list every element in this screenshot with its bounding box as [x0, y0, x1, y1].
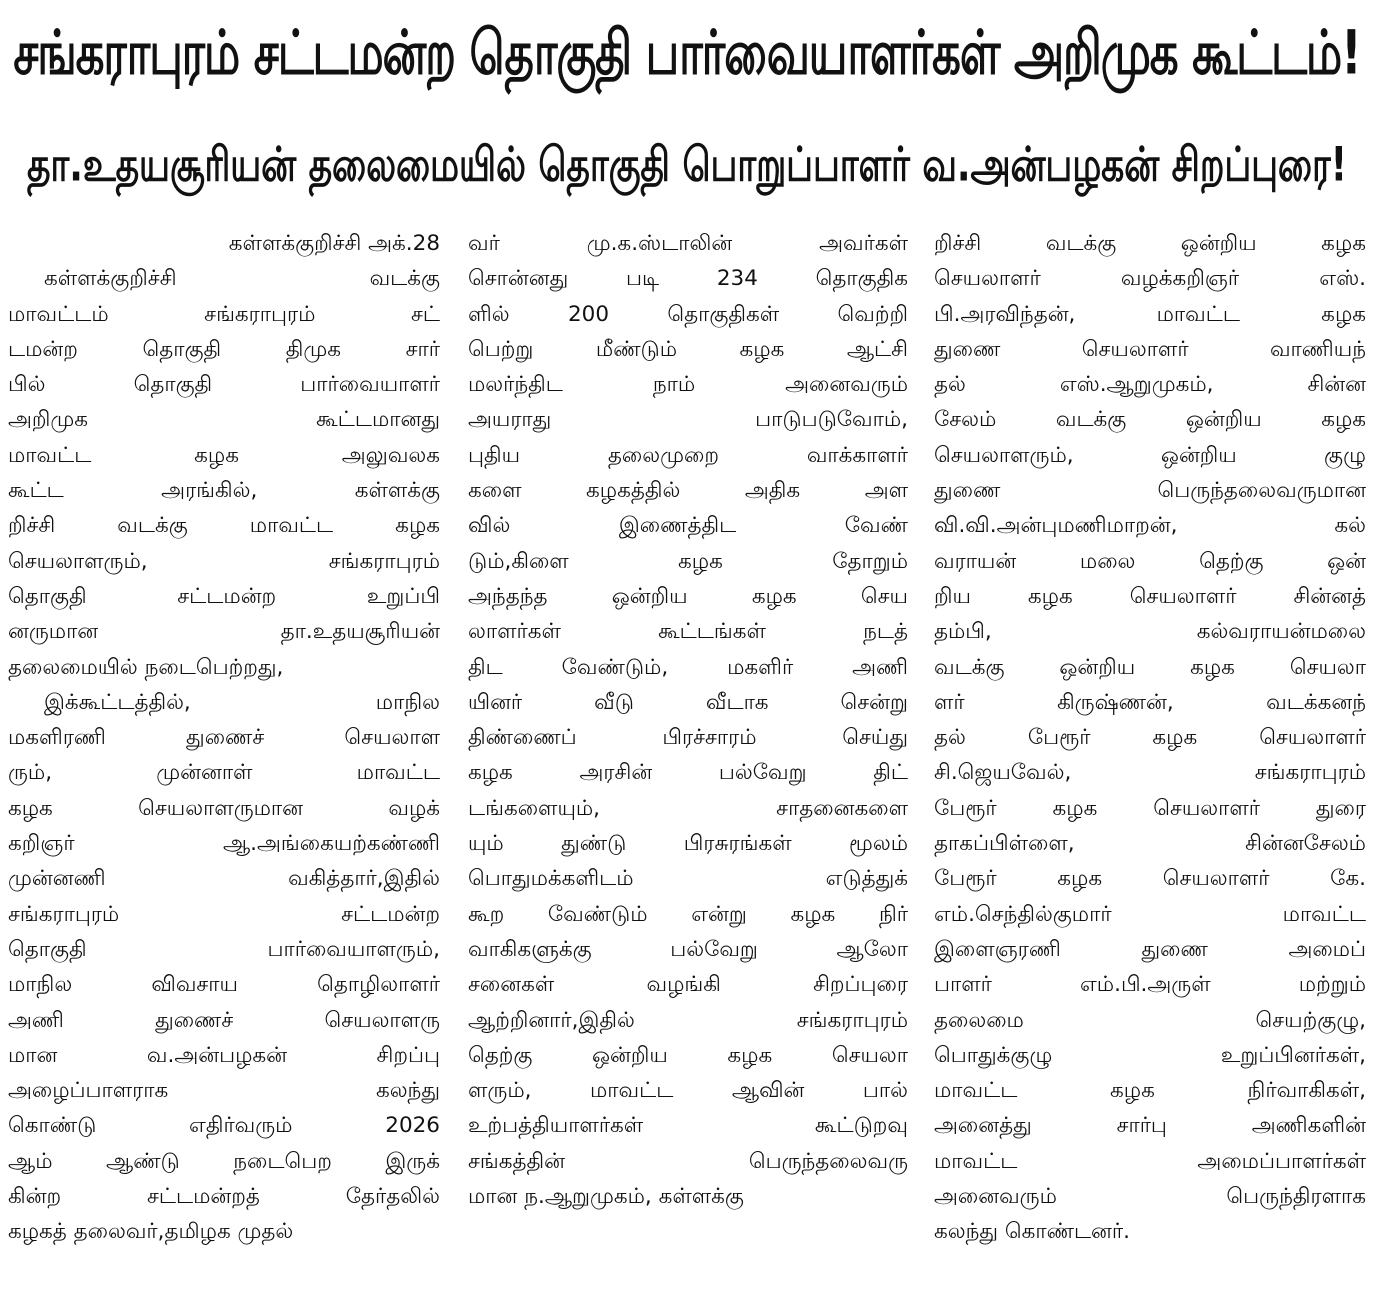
- column-3-line: எம்.செந்தில்குமார் மாவட்ட: [934, 901, 1366, 927]
- column-1-line: னருமான தா.உதயசூரியன்: [8, 619, 440, 645]
- column-2-line: வில் இணைத்திட வேண்: [468, 513, 908, 539]
- column-1-line: பில் தொகுதி பார்வையாளர்: [8, 372, 440, 398]
- column-3-line: பொதுக்குழு உறுப்பினர்கள்,: [934, 1042, 1366, 1068]
- column-1-line: கூட்ட அரங்கில், கள்ளக்கு: [8, 478, 440, 504]
- column-2-line: மான ந.ஆறுமுகம், கள்ளக்கு: [468, 1184, 744, 1210]
- column-1-line: ரும், முன்னாள் மாவட்ட: [8, 760, 440, 786]
- column-1-line: மகளிரணி துணைச் செயலாள: [8, 725, 440, 751]
- column-1-line: றிச்சி வடக்கு மாவட்ட கழக: [8, 513, 440, 539]
- column-3-line: பாளர் எம்.பி.அருள் மற்றும்: [934, 972, 1366, 998]
- column-1-line: அணி துணைச் செயலாளரு: [8, 1007, 440, 1033]
- column-2-line: ளரும், மாவட்ட ஆவின் பால்: [468, 1078, 908, 1104]
- column-2-line: யும் துண்டு பிரசுரங்கள் மூலம்: [468, 831, 908, 857]
- column-3-line: பேரூர் கழக செயலாளர் கே.: [934, 866, 1366, 892]
- column-2-line: ஆற்றினார்,இதில் சங்கராபுரம்: [468, 1007, 908, 1033]
- column-1-line: கொண்டு எதிர்வரும் 2026: [8, 1113, 440, 1139]
- column-2-line: பெற்று மீண்டும் கழக ஆட்சி: [468, 336, 908, 362]
- column-3-line: பி.அரவிந்தன், மாவட்ட கழக: [934, 301, 1366, 327]
- column-1-line: சங்கராபுரம் சட்டமன்ற: [8, 901, 440, 927]
- column-1-line: இக்கூட்டத்தில், மாநில: [44, 689, 440, 715]
- column-3-line: துணை பெருந்தலைவருமான: [934, 478, 1366, 504]
- subheadline-text: தா.உதயசூரியன் தலைமையில் தொகுதி பொறுப்பாளர் வ.அன்பழகன் சிறப்புரை!: [26, 139, 1348, 193]
- column-2-line: ளில் 200 தொகுதிகள் வெற்றி: [468, 301, 908, 327]
- column-3-line: றிய கழக செயலாளர் சின்னத்: [934, 583, 1366, 609]
- column-3-line: மாவட்ட அமைப்பாளர்கள்: [934, 1148, 1366, 1174]
- column-2-line: சனைகள் வழங்கி சிறப்புரை: [468, 972, 908, 998]
- column-3-line: சி.ஜெயவேல், சங்கராபுரம்: [934, 760, 1366, 786]
- column-1-line: தொகுதி பார்வையாளரும்,: [8, 936, 440, 962]
- column-2-line: திண்ணைப் பிரச்சாரம் செய்து: [468, 725, 908, 751]
- column-1-line: கள்ளக்குறிச்சி வடக்கு: [44, 266, 440, 292]
- column-2-line: டங்களையும், சாதனைகளை: [468, 795, 908, 821]
- column-3-line: பேரூர் கழக செயலாளர் துரை: [934, 795, 1366, 821]
- column-1-line: அறிமுக கூட்டமானது: [8, 407, 440, 433]
- column-3-line: துணை செயலாளர் வாணியந்: [934, 336, 1366, 362]
- column-2-line: அந்தந்த ஒன்றிய கழக செய: [468, 583, 908, 609]
- column-3-line: செயலாளர் வழக்கறிஞர் எஸ்.: [934, 266, 1366, 292]
- column-2-line: திட வேண்டும், மகளிர் அணி: [468, 654, 908, 680]
- column-2-line: கழக அரசின் பல்வேறு திட்: [468, 760, 908, 786]
- column-1-line: மாவட்டம் சங்கராபுரம் சட்: [8, 301, 440, 327]
- article-column-1: [8, 226, 440, 1311]
- column-1-line: கழகத் தலைவர்,தமிழக முதல்: [8, 1219, 294, 1245]
- column-1-line: செயலாளரும், சங்கராபுரம்: [8, 548, 440, 574]
- column-1-line: தொகுதி சட்டமன்ற உறுப்பி: [8, 583, 440, 609]
- column-2-line: பொதுமக்களிடம் எடுத்துக்: [468, 866, 908, 892]
- column-2-line: தெற்கு ஒன்றிய கழக செயலா: [468, 1042, 908, 1068]
- column-2-line: அயராது பாடுபடுவோம்,: [468, 407, 908, 433]
- column-2-line: கூற வேண்டும் என்று கழக நிர்: [468, 901, 908, 927]
- column-2-line: சங்கத்தின் பெருந்தலைவரு: [468, 1148, 908, 1174]
- column-3-line: தாகப்பிள்ளை, சின்னசேலம்: [934, 831, 1366, 857]
- column-2-line: களை கழகத்தில் அதிக அள: [468, 478, 908, 504]
- column-2-line: டும்,கிளை கழக தோறும்: [468, 548, 908, 574]
- column-1-line: கள்ளக்குறிச்சி அக்.28: [228, 231, 440, 256]
- column-1-line: டமன்ற தொகுதி திமுக சார்: [8, 336, 440, 362]
- article-subheadline: [0, 128, 1374, 210]
- column-2-line: உற்பத்தியாளர்கள் கூட்டுறவு: [468, 1113, 908, 1139]
- article-headline: [0, 0, 1374, 112]
- column-1-line: கழக செயலாளருமான வழக்: [8, 795, 440, 821]
- column-2-line: யினர் வீடு வீடாக சென்று: [468, 689, 908, 715]
- column-3-line: வடக்கு ஒன்றிய கழக செயலா: [934, 654, 1366, 680]
- column-3-line: செயலாளரும், ஒன்றிய குழு: [934, 442, 1366, 468]
- column-2-line: லாளர்கள் கூட்டங்கள் நடத்: [468, 619, 908, 645]
- headline-text: சங்கராபுரம் சட்டமன்ற தொகுதி பார்வையாளர்கள் அறிமுக கூட்டம்!: [13, 16, 1361, 88]
- column-2-line: புதிய தலைமுறை வாக்காளர்: [468, 442, 908, 468]
- column-1-line: மாநில விவசாய தொழிலாளர்: [8, 972, 440, 998]
- column-3-line: மாவட்ட கழக நிர்வாகிகள்,: [934, 1078, 1366, 1104]
- column-1-line: அழைப்பாளராக கலந்து: [8, 1078, 440, 1104]
- column-2-line: வாகிகளுக்கு பல்வேறு ஆலோ: [468, 936, 908, 962]
- column-3-line: தலைமை செயற்குழு,: [934, 1007, 1366, 1033]
- column-2-line: வர் மு.க.ஸ்டாலின் அவர்கள்: [468, 231, 908, 256]
- column-3-line: அனைவரும் பெருந்திரளாக: [934, 1184, 1366, 1210]
- article-column-2: [468, 226, 908, 1311]
- column-3-line: தல் எஸ்.ஆறுமுகம், சின்ன: [934, 372, 1366, 398]
- article-column-3: [934, 226, 1366, 1311]
- column-1-line: கின்ற சட்டமன்றத் தேர்தலில்: [8, 1184, 440, 1210]
- column-2-line: மலர்ந்திட நாம் அனைவரும்: [468, 372, 908, 398]
- column-3-line: தல் பேரூர் கழக செயலாளர்: [934, 725, 1366, 751]
- column-3-line: இளைஞரணி துணை அமைப்: [934, 936, 1366, 962]
- column-1-line: கறிஞர் ஆ.அங்கையற்கண்ணி: [8, 831, 440, 857]
- column-1-line: தலைமையில் நடைபெற்றது,: [8, 654, 284, 680]
- column-3-line: அனைத்து சார்பு அணிகளின்: [934, 1113, 1366, 1139]
- column-3-line: தம்பி, கல்வராயன்மலை: [934, 619, 1366, 645]
- column-2-line: சொன்னது படி 234 தொகுதிக: [468, 266, 908, 292]
- column-1-line: முன்னணி வகித்தார்,இதில்: [8, 866, 440, 892]
- column-3-line: வி.வி.அன்புமணிமாறன், கல்: [934, 513, 1366, 539]
- column-3-line: கலந்து கொண்டனர்.: [934, 1219, 1130, 1245]
- column-3-line: சேலம் வடக்கு ஒன்றிய கழக: [934, 407, 1366, 433]
- column-1-line: மான வ.அன்பழகன் சிறப்பு: [8, 1042, 440, 1068]
- column-3-line: றிச்சி வடக்கு ஒன்றிய கழக: [934, 231, 1366, 256]
- column-1-line: மாவட்ட கழக அலுவலக: [8, 442, 440, 468]
- column-3-line: வராயன் மலை தெற்கு ஒன்: [934, 548, 1366, 574]
- column-3-line: ளர் கிருஷ்ணன், வடக்கனந்: [934, 689, 1366, 715]
- column-1-line: ஆம் ஆண்டு நடைபெற இருக்: [8, 1148, 440, 1174]
